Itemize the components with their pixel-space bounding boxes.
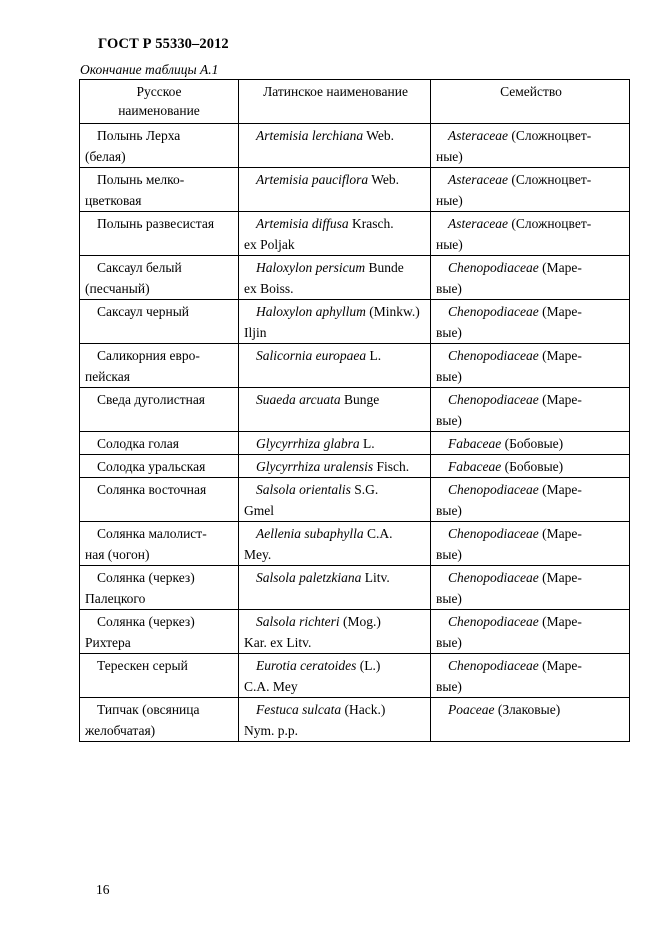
russian-name-cell bbox=[80, 212, 239, 256]
table-row bbox=[80, 432, 630, 455]
latin-name-cell bbox=[239, 344, 431, 388]
column-header-family: Семейство bbox=[431, 80, 630, 124]
russian-name-cell bbox=[80, 432, 239, 455]
russian-name-line: пейская bbox=[85, 369, 130, 384]
family-russian: вые) bbox=[436, 547, 462, 562]
family-latin: Fabaceae bbox=[448, 436, 502, 451]
latin-name-cell bbox=[239, 478, 431, 522]
russian-name-line: Типчак (овсяница bbox=[97, 702, 200, 717]
family-cell bbox=[431, 566, 630, 610]
family-latin: Chenopodiaceae bbox=[448, 304, 539, 319]
family-cell bbox=[431, 212, 630, 256]
family-russian: (Маре- bbox=[542, 614, 582, 629]
table-row bbox=[80, 698, 630, 742]
family-cell bbox=[431, 300, 630, 344]
table-row bbox=[80, 388, 630, 432]
author-citation: Litv. bbox=[364, 570, 390, 585]
latin-binomial: Salsola paletzkiana bbox=[256, 570, 362, 585]
table-header-row bbox=[80, 80, 630, 124]
family-russian: вые) bbox=[436, 369, 462, 384]
russian-name-cell bbox=[80, 698, 239, 742]
family-cell bbox=[431, 344, 630, 388]
russian-name-cell bbox=[80, 455, 239, 478]
column-header-latin: Латинское наименование bbox=[239, 80, 431, 124]
family-latin: Chenopodiaceae bbox=[448, 526, 539, 541]
family-russian: (Маре- bbox=[542, 482, 582, 497]
family-cell bbox=[431, 698, 630, 742]
table-row bbox=[80, 212, 630, 256]
russian-name-cell bbox=[80, 610, 239, 654]
latin-name-cell bbox=[239, 388, 431, 432]
family-latin: Asteraceae bbox=[448, 216, 508, 231]
latin-binomial: Glycyrrhiza uralensis bbox=[256, 459, 374, 474]
latin-name-cell bbox=[239, 654, 431, 698]
russian-name-line: (песчаный) bbox=[85, 281, 150, 296]
russian-name-line: ная (чогон) bbox=[85, 547, 150, 562]
family-cell bbox=[431, 610, 630, 654]
author-citation: C.A. Mey bbox=[244, 679, 298, 694]
family-russian: (Сложноцвет- bbox=[511, 172, 592, 187]
family-russian: (Бобовые) bbox=[504, 459, 564, 474]
author-citation: (L.) bbox=[359, 658, 381, 673]
author-citation: Web. bbox=[371, 172, 400, 187]
family-russian: (Маре- bbox=[542, 570, 582, 585]
author-citation: Web. bbox=[366, 128, 395, 143]
family-cell bbox=[431, 256, 630, 300]
author-citation: L. bbox=[363, 436, 375, 451]
family-russian: (Маре- bbox=[542, 348, 582, 363]
family-russian: (Маре- bbox=[542, 260, 582, 275]
family-russian: вые) bbox=[436, 281, 462, 296]
family-cell bbox=[431, 432, 630, 455]
russian-name-line: Солянка (черкез) bbox=[97, 570, 195, 585]
family-russian: (Сложноцвет- bbox=[511, 128, 592, 143]
family-russian: (Маре- bbox=[542, 392, 582, 407]
russian-name-line: Саликорния евро- bbox=[97, 348, 200, 363]
latin-binomial: Haloxylon aphyllum bbox=[256, 304, 366, 319]
latin-name-cell bbox=[239, 566, 431, 610]
table-row bbox=[80, 610, 630, 654]
author-citation: (Minkw.) Iljin bbox=[244, 304, 420, 340]
family-latin: Chenopodiaceae bbox=[448, 392, 539, 407]
family-cell bbox=[431, 124, 630, 168]
russian-name-line: Солодка уральская bbox=[97, 459, 206, 474]
family-latin: Asteraceae bbox=[448, 128, 508, 143]
family-latin: Chenopodiaceae bbox=[448, 570, 539, 585]
family-latin: Chenopodiaceae bbox=[448, 348, 539, 363]
author-citation: Mey. bbox=[244, 547, 272, 562]
family-russian: (Маре- bbox=[542, 658, 582, 673]
russian-name-cell bbox=[80, 566, 239, 610]
russian-name-line: (белая) bbox=[85, 149, 126, 164]
family-russian: (Злаковые) bbox=[497, 702, 561, 717]
column-header-russian: Русское наименование bbox=[80, 80, 239, 124]
family-russian: ные) bbox=[436, 149, 463, 164]
family-cell bbox=[431, 388, 630, 432]
table-row bbox=[80, 566, 630, 610]
family-cell bbox=[431, 168, 630, 212]
family-russian: вые) bbox=[436, 503, 462, 518]
document-header: ГОСТ Р 55330–2012 bbox=[98, 36, 229, 52]
author-citation: Krasch. bbox=[352, 216, 394, 231]
family-latin: Fabaceae bbox=[448, 459, 502, 474]
family-cell bbox=[431, 455, 630, 478]
table-row bbox=[80, 344, 630, 388]
family-russian: (Бобовые) bbox=[504, 436, 564, 451]
russian-name-line: Солянка восточная bbox=[97, 482, 207, 497]
latin-binomial: Aellenia subaphylla bbox=[256, 526, 364, 541]
family-cell bbox=[431, 478, 630, 522]
russian-name-line: Полынь развесистая bbox=[97, 216, 215, 231]
latin-binomial: Artemisia diffusa bbox=[256, 216, 349, 231]
russian-name-cell bbox=[80, 168, 239, 212]
russian-name-cell bbox=[80, 344, 239, 388]
author-citation: L. bbox=[369, 348, 382, 363]
russian-name-line: Саксаул белый bbox=[97, 260, 182, 275]
russian-name-line: Полынь мелко- bbox=[97, 172, 185, 187]
latin-name-cell bbox=[239, 522, 431, 566]
latin-binomial: Salicornia europaea bbox=[256, 348, 367, 363]
family-russian: (Сложноцвет- bbox=[511, 216, 592, 231]
latin-name-cell bbox=[239, 455, 431, 478]
latin-name-cell bbox=[239, 256, 431, 300]
russian-name-line: Солянка малолист- bbox=[97, 526, 207, 541]
family-russian: вые) bbox=[436, 635, 462, 650]
author-citation: (Hack.) bbox=[344, 702, 386, 717]
author-citation: C.A. bbox=[366, 526, 393, 541]
family-latin: Asteraceae bbox=[448, 172, 508, 187]
russian-name-cell bbox=[80, 478, 239, 522]
latin-name-cell bbox=[239, 124, 431, 168]
russian-name-cell bbox=[80, 300, 239, 344]
table-row bbox=[80, 256, 630, 300]
russian-name-line: Сведа дуголистная bbox=[97, 392, 206, 407]
latin-name-cell bbox=[239, 610, 431, 654]
author-citation: Fisch. bbox=[376, 459, 410, 474]
family-latin: Chenopodiaceae bbox=[448, 260, 539, 275]
latin-binomial: Glycyrrhiza glabra bbox=[256, 436, 360, 451]
author-citation: Nym. p.p. bbox=[244, 723, 298, 738]
russian-name-line: Палецкого bbox=[85, 591, 146, 606]
family-latin: Chenopodiaceae bbox=[448, 614, 539, 629]
russian-name-cell bbox=[80, 522, 239, 566]
family-russian: вые) bbox=[436, 591, 462, 606]
russian-name-line: Рихтера bbox=[85, 635, 131, 650]
latin-binomial: Suaeda arcuata bbox=[256, 392, 341, 407]
author-citation: Kar. ex Litv. bbox=[244, 635, 312, 650]
author-citation: Gmel bbox=[244, 503, 274, 518]
family-russian: вые) bbox=[436, 413, 462, 428]
family-latin: Chenopodiaceae bbox=[448, 482, 539, 497]
family-russian: (Маре- bbox=[542, 304, 582, 319]
russian-name-line: Солодка голая bbox=[97, 436, 179, 451]
family-cell bbox=[431, 654, 630, 698]
table-row bbox=[80, 522, 630, 566]
author-citation: ex Poljak bbox=[244, 237, 295, 252]
table-row bbox=[80, 124, 630, 168]
latin-binomial: Festuca sulcata bbox=[256, 702, 342, 717]
table-row bbox=[80, 455, 630, 478]
latin-name-cell bbox=[239, 212, 431, 256]
family-russian: вые) bbox=[436, 325, 462, 340]
table-row bbox=[80, 168, 630, 212]
russian-name-line: Солянка (черкез) bbox=[97, 614, 195, 629]
family-cell bbox=[431, 522, 630, 566]
author-citation: S.G. bbox=[354, 482, 379, 497]
table-caption: Окончание таблицы А.1 bbox=[80, 62, 219, 77]
species-table bbox=[79, 79, 630, 742]
russian-name-line: Саксаул черный bbox=[97, 304, 190, 319]
latin-name-cell bbox=[239, 300, 431, 344]
russian-name-line: Терескен серый bbox=[97, 658, 188, 673]
russian-name-line: Полынь Лерха bbox=[97, 128, 181, 143]
family-russian: вые) bbox=[436, 679, 462, 694]
latin-name-cell bbox=[239, 432, 431, 455]
family-russian: ные) bbox=[436, 193, 463, 208]
latin-binomial: Artemisia pauciflora bbox=[256, 172, 369, 187]
family-latin: Chenopodiaceae bbox=[448, 658, 539, 673]
latin-binomial: Artemisia lerchiana bbox=[256, 128, 364, 143]
russian-name-cell bbox=[80, 388, 239, 432]
russian-name-cell bbox=[80, 124, 239, 168]
family-russian: ные) bbox=[436, 237, 463, 252]
latin-name-cell bbox=[239, 168, 431, 212]
russian-name-line: желобчатая) bbox=[85, 723, 156, 738]
russian-name-line: цветковая bbox=[85, 193, 142, 208]
russian-name-cell bbox=[80, 256, 239, 300]
page-number: 16 bbox=[96, 882, 110, 897]
latin-binomial: Salsola richteri bbox=[256, 614, 340, 629]
table-row bbox=[80, 654, 630, 698]
author-citation: Bunge bbox=[344, 392, 380, 407]
table-row bbox=[80, 300, 630, 344]
latin-name-cell bbox=[239, 698, 431, 742]
russian-name-cell bbox=[80, 654, 239, 698]
latin-binomial: Salsola orientalis bbox=[256, 482, 351, 497]
latin-binomial: Eurotia ceratoides bbox=[256, 658, 357, 673]
family-russian: (Маре- bbox=[542, 526, 582, 541]
author-citation: Bunde bbox=[368, 260, 404, 275]
family-latin: Poaceae bbox=[448, 702, 495, 717]
author-citation: (Mog.) bbox=[343, 614, 381, 629]
author-citation: ex Boiss. bbox=[244, 281, 294, 296]
table-row bbox=[80, 478, 630, 522]
latin-binomial: Haloxylon persicum bbox=[256, 260, 366, 275]
table-body bbox=[80, 124, 630, 742]
